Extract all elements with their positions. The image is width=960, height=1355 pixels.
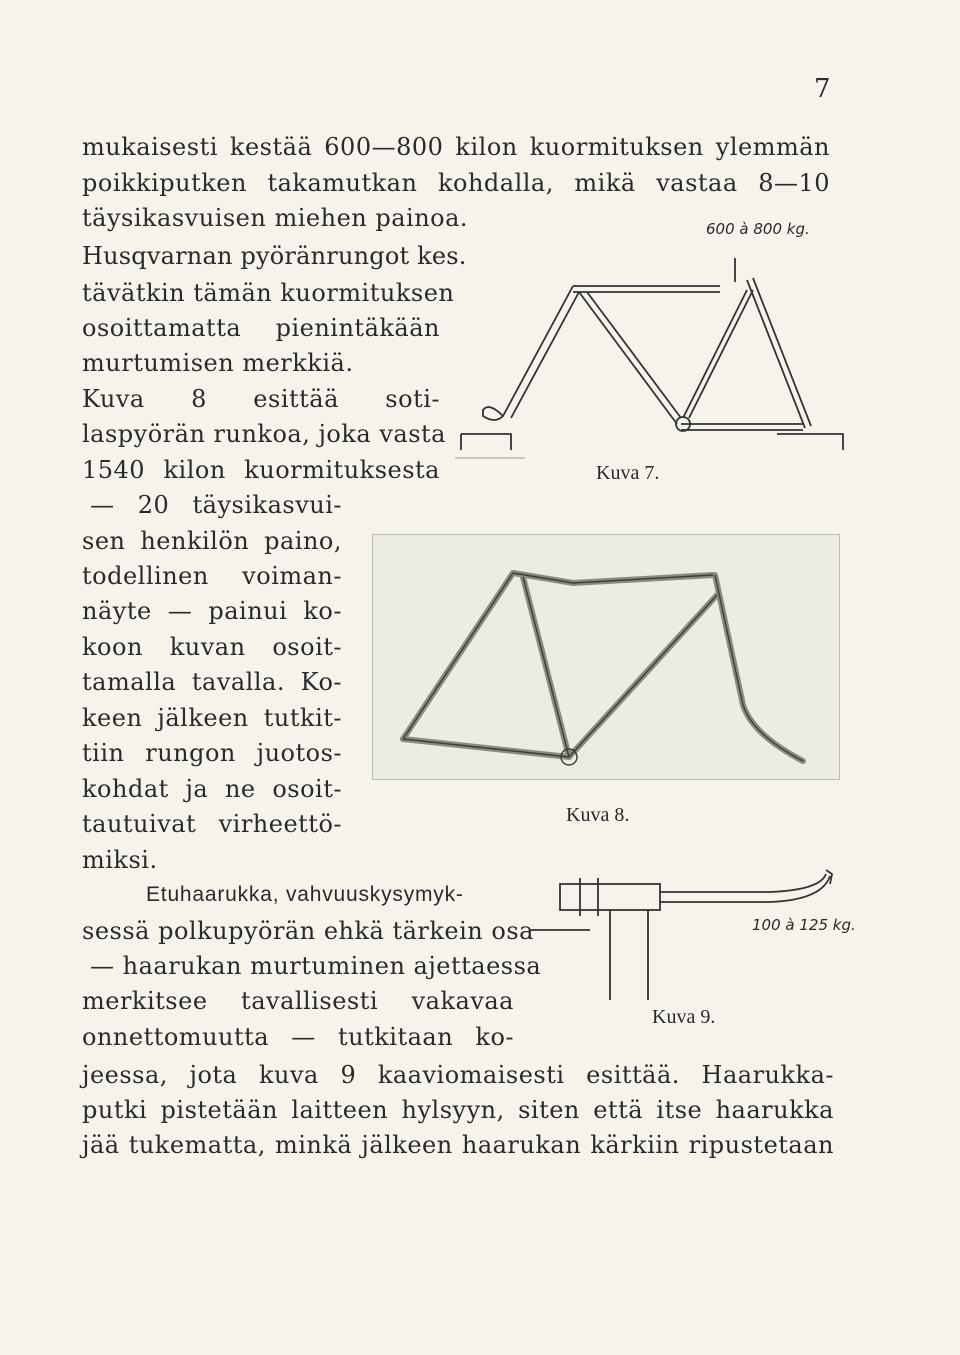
- figure-7-frame-diagram: [455, 238, 855, 468]
- text-line: sessä polkupyörän ehkä tärkein osa: [82, 917, 534, 945]
- text-line: osoittamatta pienintäkään: [82, 314, 440, 342]
- text-line: murtumisen merkkiä.: [82, 349, 354, 377]
- text-line: tamalla tavalla. Ko-: [82, 668, 342, 696]
- text-line: koon kuvan osoit-: [82, 633, 342, 661]
- text-line: mukaisesti kestää 600—800 kilon kuormituksen ylemmän: [82, 133, 830, 161]
- text-line: näyte — painui ko-: [82, 597, 342, 625]
- text-line: Kuva 8 esittää soti-: [82, 385, 440, 413]
- text-line: Etuhaarukka, vahvuuskysymyk-: [146, 883, 464, 906]
- figure-8-photo: [372, 534, 840, 780]
- text-line: todellinen voiman-: [82, 562, 342, 590]
- text-line: Husqvarnan pyöränrungot kes.: [82, 242, 467, 270]
- text-line: tävätkin tämän kuormituksen: [82, 279, 455, 307]
- text-line: kohdat ja ne osoit-: [82, 775, 342, 803]
- text-line: — 20 täysikasvui-: [90, 491, 342, 519]
- text-line: 1540 kilon kuormituksesta: [82, 456, 440, 484]
- text-line: — haarukan murtuminen ajettaessa: [90, 952, 542, 980]
- text-line: täysikasvuisen miehen painoa.: [82, 204, 469, 232]
- figure-7-load-label: 600 à 800 kg.: [706, 220, 810, 238]
- figure-9-load-label: 100 à 125 kg.: [752, 916, 856, 934]
- text-line: poikkiputken takamutkan kohdalla, mikä vastaa 8—10: [82, 169, 830, 197]
- figure-8-caption: Kuva 8.: [566, 804, 630, 826]
- text-line: keen jälkeen tutkit-: [82, 704, 342, 732]
- text-line: merkitsee tavallisesti vakavaa: [82, 987, 514, 1015]
- text-line: tiin rungon juotos-: [82, 739, 342, 767]
- text-line: sen henkilön paino,: [82, 527, 342, 555]
- text-line: jeessa, jota kuva 9 kaaviomaisesti esittää. Haarukka-: [82, 1061, 834, 1089]
- figure-7-caption: Kuva 7.: [596, 462, 660, 484]
- text-line: tautuivat virheettö-: [82, 810, 342, 838]
- figure-9-caption: Kuva 9.: [652, 1006, 716, 1028]
- text-line: laspyörän runkoa, joka vasta: [82, 420, 446, 448]
- page-number: 7: [814, 74, 831, 104]
- text-line: miksi.: [82, 846, 158, 874]
- text-line: putki pistetään laitteen hylsyyn, siten että itse haarukka: [82, 1096, 834, 1124]
- figure-9-fork-diagram: [530, 860, 850, 1010]
- text-line: jää tukematta, minkä jälkeen haarukan kärkiin ripustetaan: [82, 1131, 834, 1159]
- text-line: onnettomuutta — tutkitaan ko-: [82, 1023, 514, 1051]
